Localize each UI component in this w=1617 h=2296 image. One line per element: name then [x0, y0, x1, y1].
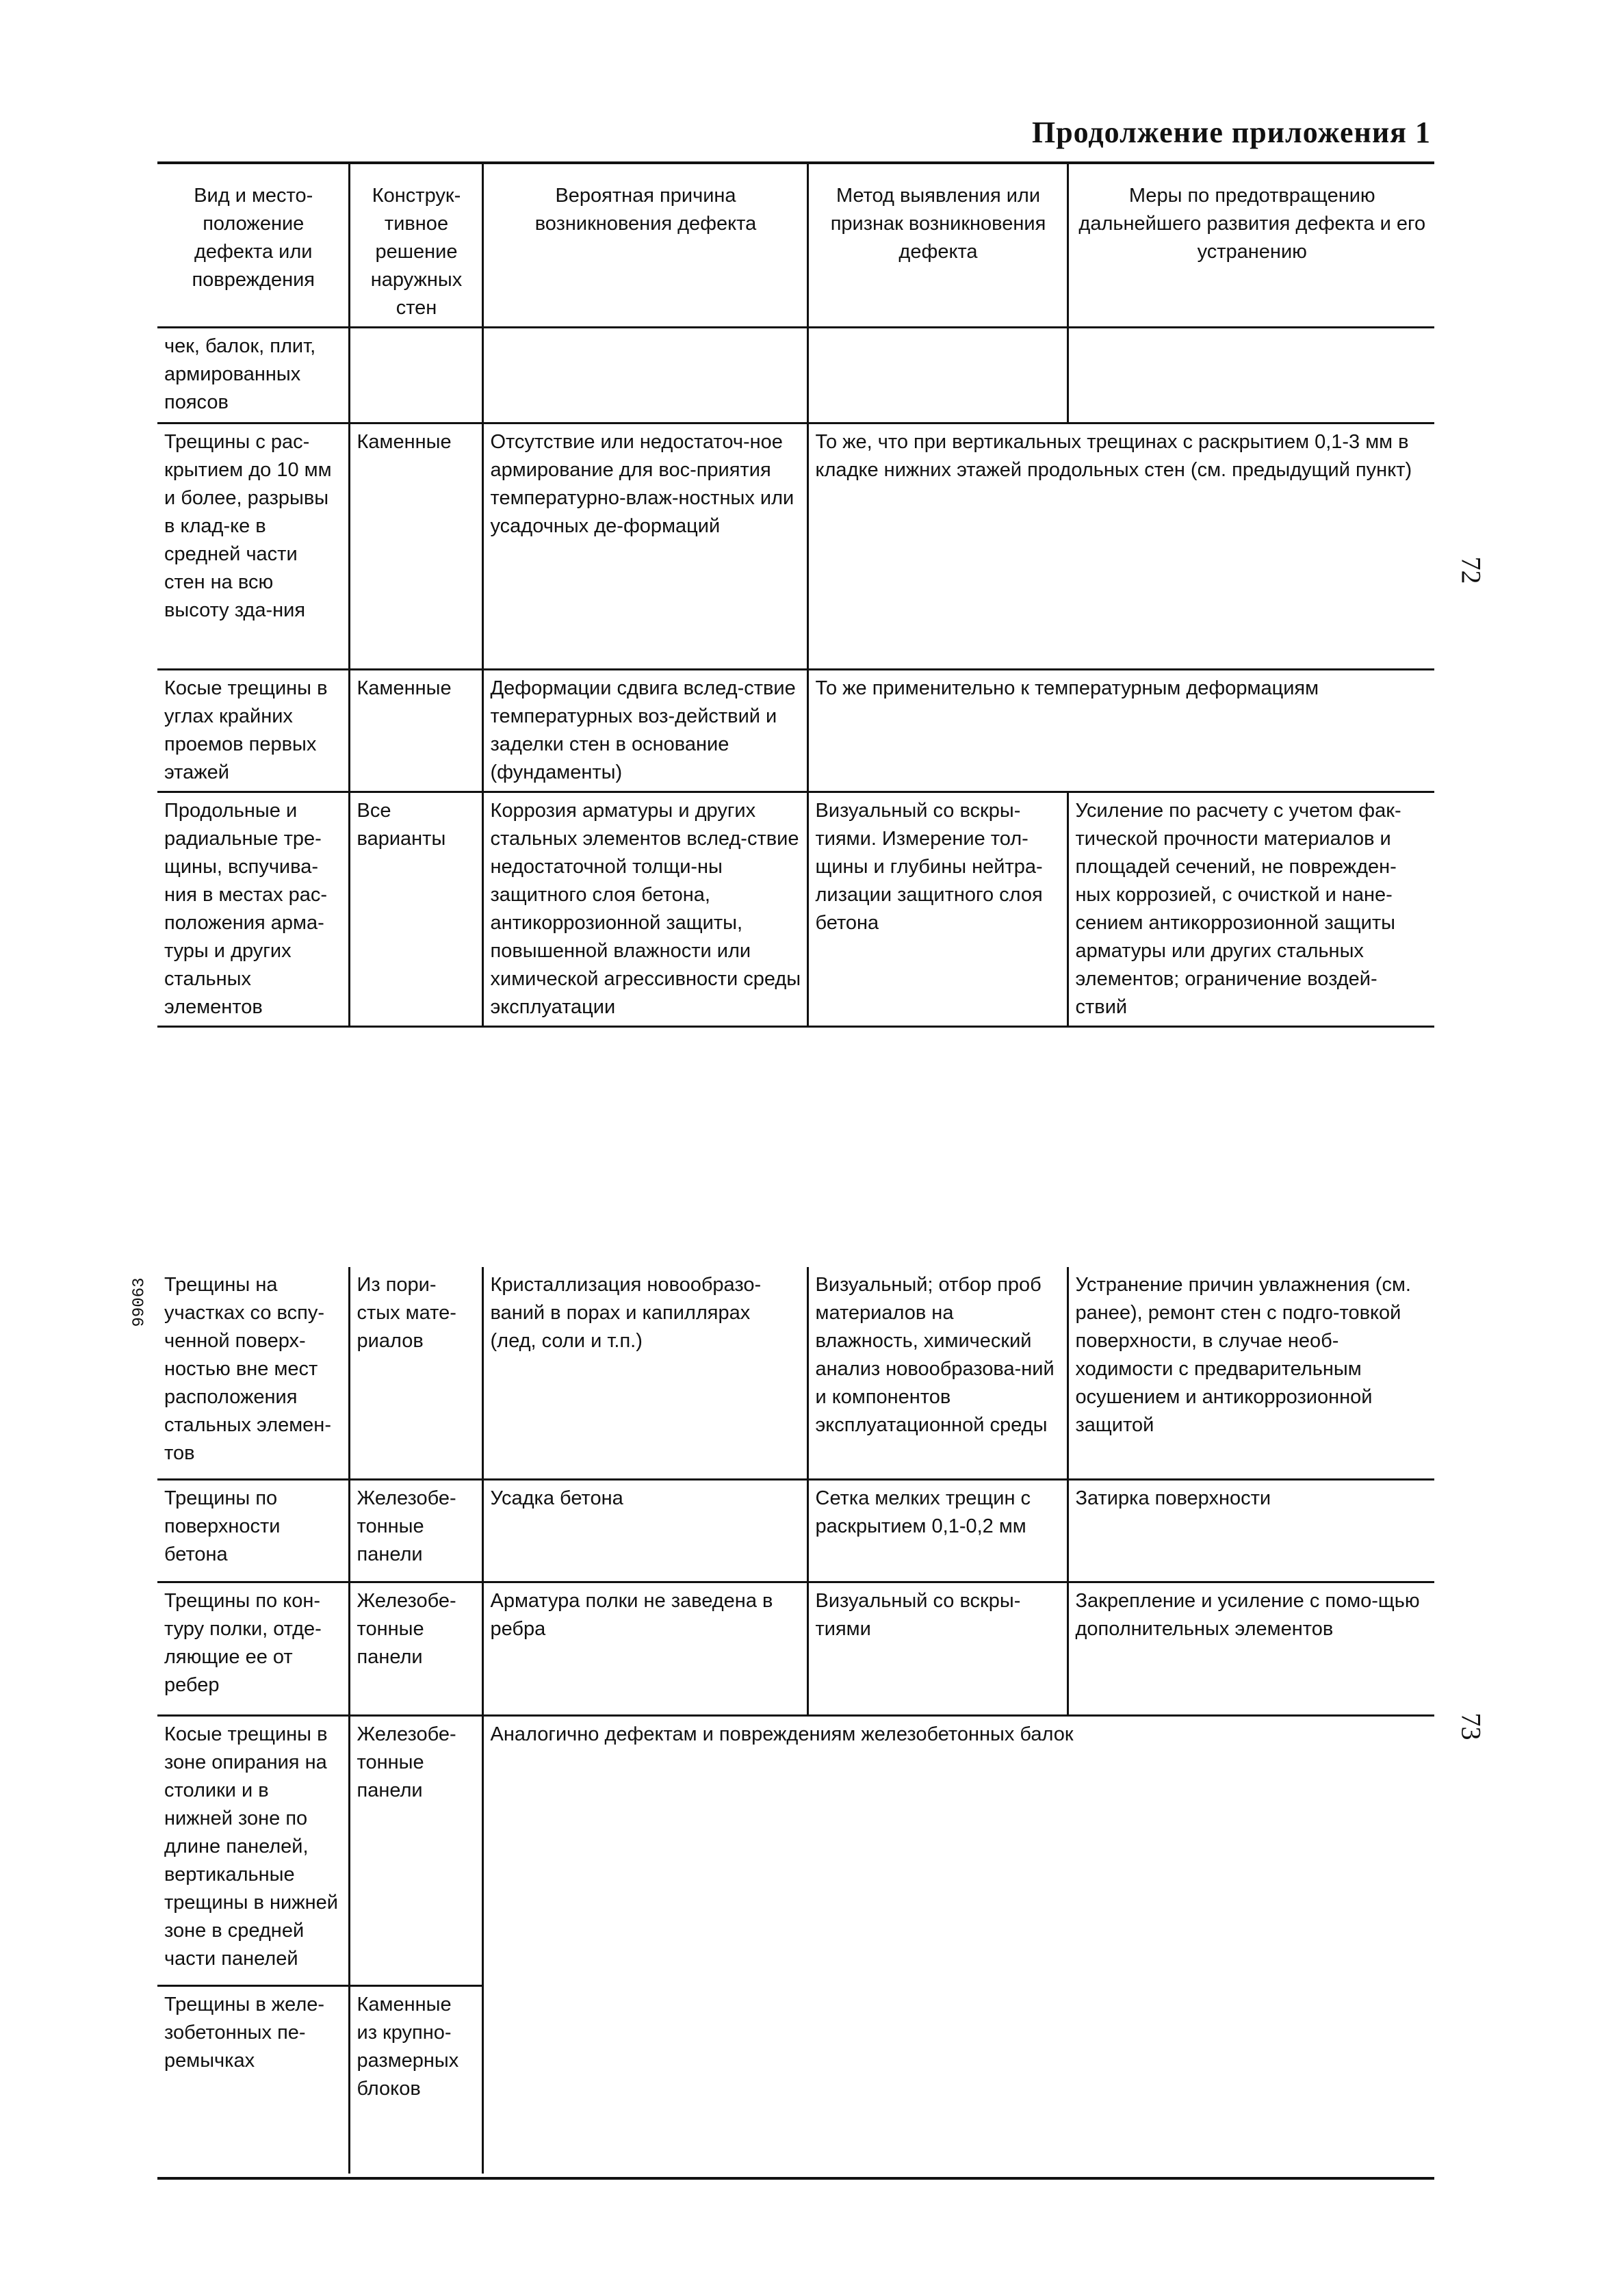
- cell-defect: чек, балок, плит, армированных поясов: [157, 328, 349, 423]
- header-defect: Вид и место-положение дефекта или повреждения: [157, 163, 349, 328]
- page-heading: Продолжение приложения 1: [1031, 116, 1431, 149]
- table-header-row: [157, 163, 1434, 328]
- table-row: [157, 1582, 1434, 1715]
- cell-measures: Затирка поверхности: [1068, 1479, 1434, 1582]
- table-row: [157, 1715, 1434, 1985]
- cell-wall: Каменные: [349, 423, 482, 670]
- table-bottom-rule: [157, 2177, 1434, 2180]
- header-wall: Конструк-тивное решение наружных стен: [349, 163, 482, 328]
- cell-cause: Кристаллизация новообразо-ваний в порах и капиллярах (лед, соли и т.п.): [482, 1267, 807, 1479]
- cell-method: Визуальный; отбор проб материалов на влажность, химический анализ новообразова-ний и компонентов эксплуатационной среды: [807, 1267, 1068, 1479]
- page-number-73: 73: [1456, 1712, 1487, 1740]
- cell-measures: Устранение причин увлажнения (см. ранее), ремонт стен с подго-товкой поверхности, в случае необ-ходимости с предварительным осушением и антикоррозионной защитой: [1068, 1267, 1434, 1479]
- table-row: [157, 423, 1434, 670]
- cell-cause: Усадка бетона: [482, 1479, 807, 1582]
- table-row: [157, 328, 1434, 423]
- cell-method: [807, 328, 1068, 423]
- defects-table-top: [157, 161, 1434, 1028]
- table-row: [157, 1479, 1434, 1582]
- defects-table-bottom: [157, 1267, 1434, 2174]
- cell-wall: [349, 328, 482, 423]
- cell-wall: Железобе-тонные панели: [349, 1715, 482, 1985]
- cell-defect: Трещины на участках со вспу-ченной поверх-ностью вне мест расположения стальных элемен-тов: [157, 1267, 349, 1479]
- cell-measures: [1068, 328, 1434, 423]
- cell-defect: Трещины по кон-туру полки, отде-ляющие ее от ребер: [157, 1582, 349, 1715]
- table-row: [157, 670, 1434, 792]
- header-measures: Меры по предотвращению дальнейшего развития дефекта и его устранению: [1068, 163, 1434, 328]
- cell-method: Визуальный со вскры-тиями: [807, 1582, 1068, 1715]
- cell-wall: Каменные из крупно-размерных блоков: [349, 1985, 482, 2174]
- cell-defect: Трещины по поверхности бетона: [157, 1479, 349, 1582]
- page-number-72: 72: [1456, 556, 1487, 584]
- cell-wall: Из пори-стых мате-риалов: [349, 1267, 482, 1479]
- header-cause: Вероятная причина возникновения дефекта: [482, 163, 807, 328]
- cell-measures: Усиление по расчету с учетом фак-тической прочности материалов и площадей сечений, не поврежден-ных коррозией, с очисткой и нане-сением антикоррозионной защиты арматуры или других стальных элементов; ограничение воздей-ствий: [1068, 792, 1434, 1027]
- table-row: [157, 1267, 1434, 1479]
- cell-cause: Отсутствие или недостаточ-ное армирование для вос-приятия температурно-влаж-ностных или усадочных де-формаций: [482, 423, 807, 670]
- cell-cause: Коррозия арматуры и других стальных элементов вслед-ствие недостаточной толщи-ны защитного слоя бетона, антикоррозионной защиты, повышенной влажности или химической агрессивности среды эксплуатации: [482, 792, 807, 1027]
- cell-method: Сетка мелких трещин с раскрытием 0,1-0,2 мм: [807, 1479, 1068, 1582]
- print-code: 99063: [130, 1277, 149, 1327]
- cell-defect: Трещины с рас-крытием до 10 мм и более, разрывы в клад-ке в средней части стен на всю высоту зда-ния: [157, 423, 349, 670]
- cell-wall: Железобе-тонные панели: [349, 1582, 482, 1715]
- cell-wall: Все варианты: [349, 792, 482, 1027]
- cell-measures: Закрепление и усиление с помо-щью дополнительных элементов: [1068, 1582, 1434, 1715]
- cell-cause: Арматура полки не заведена в ребра: [482, 1582, 807, 1715]
- table-row: [157, 792, 1434, 1027]
- cell-defect: Косые трещины в зоне опирания на столики и в нижней зоне по длине панелей, вертикальные трещины в нижней зоне в средней части панелей: [157, 1715, 349, 1985]
- cell-cause: Деформации сдвига вслед-ствие температурных воз-действий и заделки стен в основание (фундаменты): [482, 670, 807, 792]
- cell-defect: Трещины в желе-зобетонных пе-ремычках: [157, 1985, 349, 2174]
- cell-wall: Железобе-тонные панели: [349, 1479, 482, 1582]
- cell-cause-method-measures: Аналогично дефектам и повреждениям железобетонных балок: [482, 1715, 1434, 2174]
- cell-method-measures: То же, что при вертикальных трещинах с раскрытием 0,1-3 мм в кладке нижних этажей продольных стен (см. предыдущий пункт): [807, 423, 1434, 670]
- cell-method: Визуальный со вскры-тиями. Измерение тол-щины и глубины нейтра-лизации защитного слоя бетона: [807, 792, 1068, 1027]
- cell-method-measures: То же применительно к температурным деформациям: [807, 670, 1434, 792]
- header-method: Метод выявления или признак возникновения дефекта: [807, 163, 1068, 328]
- cell-defect: Продольные и радиальные тре-щины, вспучива-ния в местах рас-положения арма-туры и других стальных элементов: [157, 792, 349, 1027]
- cell-cause: [482, 328, 807, 423]
- cell-defect: Косые трещины в углах крайних проемов первых этажей: [157, 670, 349, 792]
- cell-wall: Каменные: [349, 670, 482, 792]
